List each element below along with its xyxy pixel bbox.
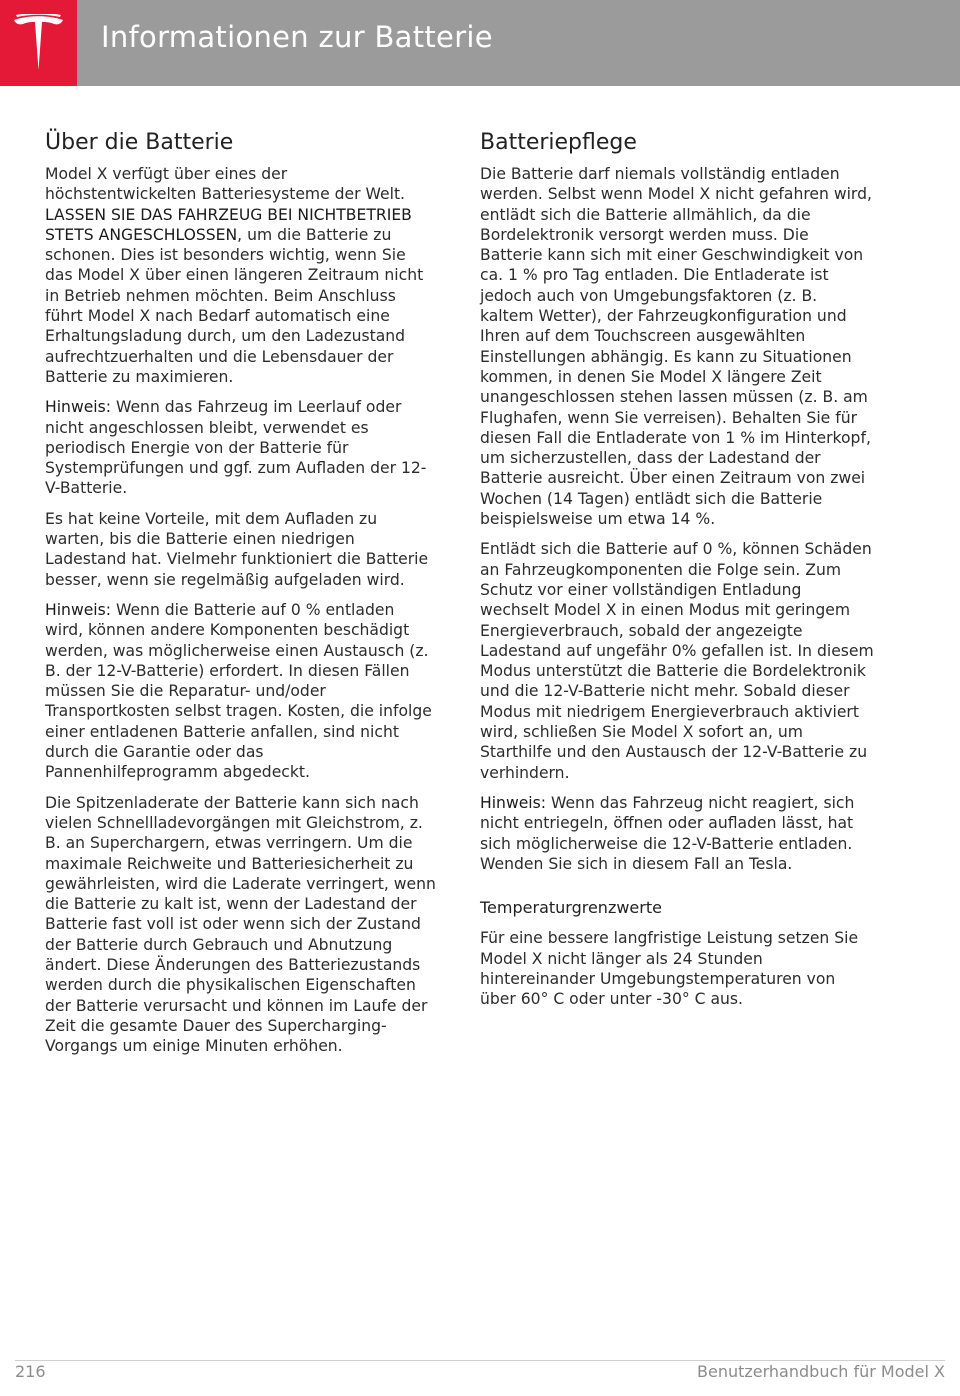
note-paragraph-3 bbox=[480, 793, 875, 874]
temperature-paragraph: Für eine bessere langfristige Leistung setzen Sie Model X nicht länger als 24 Stunden hintereinander Umgebungstemperaturen von über 60° C oder unter -30° C aus. bbox=[480, 929, 859, 1009]
note-label: Hinweis: bbox=[480, 793, 546, 812]
intro-text: Model X verfügt über eines der höchstentwickelten Batteriesysteme der Welt. bbox=[45, 165, 406, 204]
note-paragraph-1 bbox=[45, 397, 437, 498]
charging-paragraph: Es hat keine Vorteile, mit dem Aufladen zu warten, bis die Batterie einen niedrigen Ladestand hat. Vielmehr funktioniert die Batterie besser, wenn sie regelmäßig aufgeladen wird. bbox=[45, 509, 429, 589]
page-number: 216 bbox=[15, 1362, 46, 1381]
section-heading-battery: Über die Batterie bbox=[45, 130, 234, 155]
footer-divider bbox=[15, 1360, 945, 1361]
header-bar bbox=[0, 0, 960, 86]
plug-in-warning: LASSEN SIE DAS FAHRZEUG BEI NICHTBETRIEB STETS ANGESCHLOSSEN bbox=[45, 205, 412, 244]
subheading-temperature-limits: Temperaturgrenzwerte bbox=[480, 898, 662, 918]
note-text: Wenn das Fahrzeug nicht reagiert, sich nicht entriegeln, öffnen oder aufladen lässt, hat sich möglicherweise die 12-V-Batterie entladen. Wenden Sie sich in diesem Fall an Tesla. bbox=[480, 793, 855, 873]
tesla-logo-icon bbox=[12, 14, 65, 72]
note-text: Wenn das Fahrzeug im Leerlauf oder nicht angeschlossen bleibt, verwendet es periodisch Energie von der Batterie für Systemprüfungen und ggf. zum Aufladen der 12-V-Batterie. bbox=[45, 398, 427, 498]
note-text: Wenn die Batterie auf 0 % entladen wird, können andere Komponenten beschädigt werden, was möglicherweise einen Austausch (z. B. der 12-V-Batterie) erfordert. In diesen Fällen müssen Sie die Reparatur- und/oder Transportkosten selbst tragen. Kosten, die infolge einer entladenen Batterie anfallen, sind nicht durch die Garantie oder das Pannenhilfeprogramm abgedeckt. bbox=[45, 600, 432, 782]
page-title: Informationen zur Batterie bbox=[101, 20, 493, 54]
note-label: Hinweis: bbox=[45, 600, 111, 619]
footer-title: Benutzerhandbuch für Model X bbox=[697, 1362, 945, 1381]
left-column bbox=[45, 128, 437, 1066]
intro-rest: , um die Batterie zu schonen. Dies ist besonders wichtig, wenn Sie das Model X über einen längeren Zeitraum nicht in Betrieb nehmen möchten. Beim Anschluss führt Model X nach Bedarf automatisch eine Erhaltungsladung durch, um den Ladezustand aufrechtzuerhalten und die Lebensdauer der Batterie zu maximieren. bbox=[45, 225, 424, 386]
care-paragraph-2: Entlädt sich die Batterie auf 0 %, können Schäden an Fahrzeugkomponenten die Folge sein. Zum Schutz vor einer vollständigen Entladung wechselt Model X in einen Modus mit geringem Energieverbrauch, sobald der angezeigte Ladestand auf ungefähr 0% gefallen ist. In diesem Modus unterstützt die Batterie die Bordelektronik und die 12-V-Batterie nicht mehr. Sobald dieser Modus mit niedrigem Energieverbrauch aktiviert wird, schließen Sie Model X sofort an, um Starthilfe und den Austausch der 12-V-Batterie zu verhindern. bbox=[480, 540, 874, 782]
section-heading-battery-care: Batteriepflege bbox=[480, 130, 637, 155]
note-paragraph-2 bbox=[45, 600, 437, 783]
note-label: Hinweis: bbox=[45, 398, 111, 417]
supercharging-paragraph: Die Spitzenladerate der Batterie kann sich nach vielen Schnellladevorgängen mit Gleichstrom, z. B. an Superchargern, etwas verringern. Um die maximale Reichweite und Batteriesicherheit zu gewährleisten, wird die Laderate verringert, wenn die Batterie zu kalt ist, wenn der Ladestand der Batterie fast voll ist oder wenn sich der Zustand der Batterie durch Gebrauch und Abnutzung ändert. Diese Änderungen des Batteriezustands werden durch die physikalischen Eigenschaften der Batterie verursacht und können im Laufe der Zeit die gesamte Dauer des Supercharging-Vorgangs um einige Minuten erhöhen. bbox=[45, 793, 436, 1056]
intro-paragraph bbox=[45, 164, 437, 387]
care-paragraph-1: Die Batterie darf niemals vollständig entladen werden. Selbst wenn Model X nicht gefahren wird, entlädt sich die Batterie allmählich, da die Bordelektronik versorgt werden muss. Die Batterie kann sich mit einer Geschwindigkeit von ca. 1 % pro Tag entladen. Die Entladerate ist jedoch auch von Umgebungsfaktoren (z. B. kaltem Wetter), der Fahrzeugkonfiguration und Ihren auf dem Touchscreen ausgewählten Einstellungen abhängig. Es kann zu Situationen kommen, in denen Sie Model X längere Zeit unangeschlossen stehen lassen müssen (z. B. am Flughafen, wenn Sie verreisen). Behalten Sie für diesen Fall die Entladerate von 1 % im Hinterkopf, um sicherzustellen, dass der Ladestand der Batterie ausreicht. Über einen Zeitraum von zwei Wochen (14 Tagen) entlädt sich die Batterie beispielsweise um etwa 14 %. bbox=[480, 165, 872, 529]
right-column bbox=[480, 128, 875, 1020]
logo-box bbox=[0, 0, 77, 86]
